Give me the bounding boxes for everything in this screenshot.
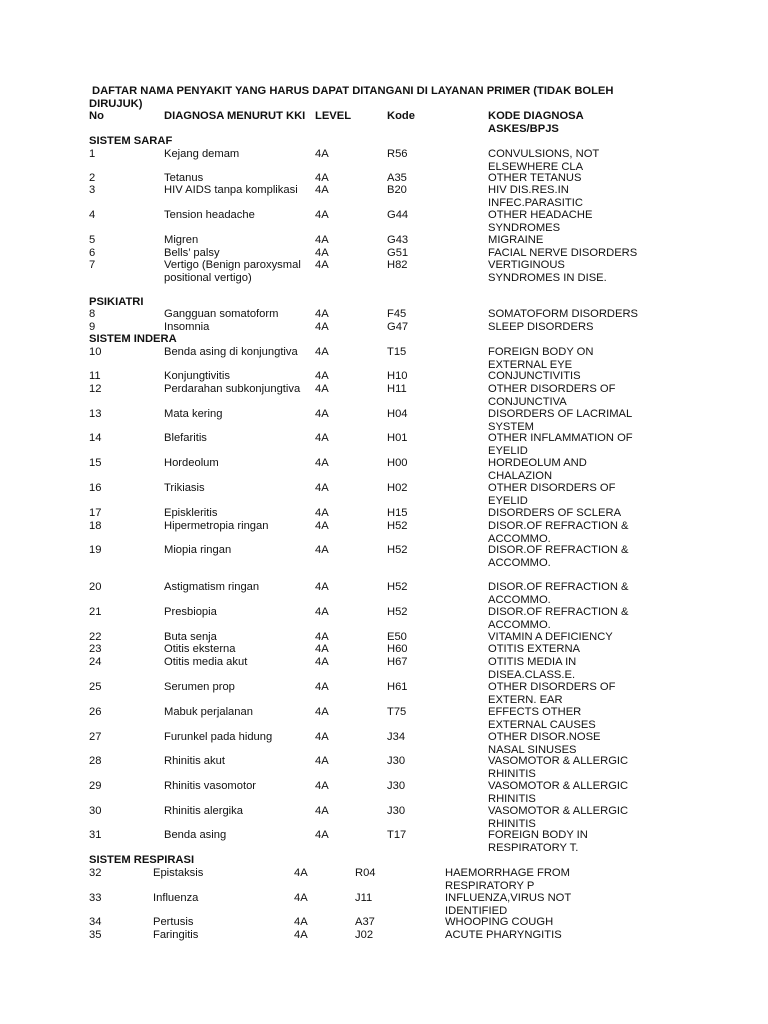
diagnosis-name: Otitis eksterna	[164, 643, 236, 655]
icd-description: DISOR.OF REFRACTION & ACCOMMO.	[488, 581, 629, 606]
icd-code: T75	[387, 706, 407, 718]
header-diagnosa: DIAGNOSA MENURUT KKI	[164, 110, 306, 122]
diagnosis-name: Benda asing	[164, 829, 227, 841]
row-number: 14	[89, 432, 102, 444]
competency-level: 4A	[315, 184, 329, 196]
competency-level: 4A	[315, 408, 329, 420]
competency-level: 4A	[315, 755, 329, 767]
icd-code: E50	[387, 631, 407, 643]
row-number: 22	[89, 631, 102, 643]
competency-level: 4A	[315, 234, 329, 246]
competency-level: 4A	[315, 321, 329, 333]
diagnosis-name: Perdarahan subkonjungtiva	[164, 383, 301, 395]
row-number: 28	[89, 755, 102, 767]
diagnosis-name: Presbiopia	[164, 606, 217, 618]
icd-code: H67	[387, 656, 408, 668]
icd-description: CONVULSIONS, NOT ELSEWHERE CLA	[488, 148, 600, 173]
competency-level: 4A	[294, 929, 308, 941]
header-no: No	[89, 110, 104, 122]
row-number: 17	[89, 507, 102, 519]
row-number: 12	[89, 383, 102, 395]
diagnosis-name: Furunkel pada hidung	[164, 731, 273, 743]
icd-code: J30	[387, 805, 406, 817]
icd-description: SOMATOFORM DISORDERS	[488, 308, 639, 320]
competency-level: 4A	[315, 681, 329, 693]
row-number: 15	[89, 457, 102, 469]
row-number: 1	[89, 148, 96, 160]
icd-description: DISORDERS OF LACRIMAL SYSTEM	[488, 408, 632, 433]
icd-code: J34	[387, 731, 406, 743]
icd-code: H02	[387, 482, 408, 494]
row-number: 27	[89, 731, 102, 743]
row-number: 23	[89, 643, 102, 655]
icd-code: H52	[387, 544, 408, 556]
diagnosis-name: Tension headache	[164, 209, 255, 221]
row-number: 16	[89, 482, 102, 494]
diagnosis-name: Serumen prop	[164, 681, 235, 693]
icd-description: DISORDERS OF SCLERA	[488, 507, 622, 519]
icd-description: WHOOPING COUGH	[445, 916, 554, 928]
diagnosis-name: Migren	[164, 234, 199, 246]
diagnosis-name: Vertigo (Benign paroxysmal positional vertigo)	[164, 259, 301, 284]
diagnosis-name: Trikiasis	[164, 482, 205, 494]
row-number: 34	[89, 916, 102, 928]
icd-code: H60	[387, 643, 408, 655]
section-sistem-indera: SISTEM INDERA	[89, 333, 177, 345]
competency-level: 4A	[315, 432, 329, 444]
icd-description: INFLUENZA,VIRUS NOT IDENTIFIED	[445, 892, 571, 917]
row-number: 24	[89, 656, 102, 668]
icd-code: G47	[387, 321, 409, 333]
diagnosis-name: Bells’ palsy	[164, 247, 220, 259]
row-number: 10	[89, 346, 102, 358]
competency-level: 4A	[315, 829, 329, 841]
row-number: 26	[89, 706, 102, 718]
icd-code: J11	[355, 892, 373, 904]
row-number: 7	[89, 259, 96, 271]
diagnosis-name: Epistaksis	[153, 867, 204, 879]
competency-level: 4A	[315, 308, 329, 320]
competency-level: 4A	[315, 805, 329, 817]
icd-code: F45	[387, 308, 407, 320]
icd-code: R04	[355, 867, 376, 879]
icd-description: HIV DIS.RES.IN INFEC.PARASITIC	[488, 184, 583, 209]
icd-code: H52	[387, 606, 408, 618]
row-number: 32	[89, 867, 102, 879]
competency-level: 4A	[315, 383, 329, 395]
competency-level: 4A	[315, 706, 329, 718]
diagnosis-name: Blefaritis	[164, 432, 207, 444]
section-psikiatri: PSIKIATRI	[89, 296, 144, 308]
competency-level: 4A	[294, 867, 308, 879]
icd-code: H11	[387, 383, 407, 395]
header-kode-diagnosa: KODE DIAGNOSA ASKES/BPJS	[488, 110, 584, 135]
competency-level: 4A	[315, 172, 329, 184]
diagnosis-name: Insomnia	[164, 321, 210, 333]
icd-description: OTITIS MEDIA IN DISEA.CLASS.E.	[488, 656, 577, 681]
icd-description: VERTIGINOUS SYNDROMES IN DISE.	[488, 259, 607, 284]
icd-code: H52	[387, 520, 408, 532]
icd-description: VITAMIN A DEFICIENCY	[488, 631, 613, 643]
icd-description: OTITIS EXTERNA	[488, 643, 580, 655]
document-title: DAFTAR NAMA PENYAKIT YANG HARUS DAPAT DITANGANI DI LAYANAN PRIMER (TIDAK BOLEH DIRUJUK)	[89, 85, 614, 110]
icd-code: T15	[387, 346, 407, 358]
competency-level: 4A	[294, 892, 308, 904]
competency-level: 4A	[315, 259, 329, 271]
diagnosis-name: Faringitis	[153, 929, 199, 941]
section-sistem-saraf: SISTEM SARAF	[89, 135, 173, 147]
icd-description: HORDEOLUM AND CHALAZION	[488, 457, 587, 482]
diagnosis-name: Influenza	[153, 892, 199, 904]
icd-code: H82	[387, 259, 408, 271]
diagnosis-name: Konjungtivitis	[164, 370, 230, 382]
icd-description: MIGRAINE	[488, 234, 544, 246]
competency-level: 4A	[315, 209, 329, 221]
competency-level: 4A	[315, 643, 329, 655]
competency-level: 4A	[315, 631, 329, 643]
row-number: 4	[89, 209, 96, 221]
icd-description: VASOMOTOR & ALLERGIC RHINITIS	[488, 780, 629, 805]
icd-description: SLEEP DISORDERS	[488, 321, 594, 333]
icd-description: ACUTE PHARYNGITIS	[445, 929, 562, 941]
diagnosis-name: Rhinitis vasomotor	[164, 780, 257, 792]
icd-code: A35	[387, 172, 407, 184]
icd-code: A37	[355, 916, 375, 928]
competency-level: 4A	[315, 520, 329, 532]
competency-level: 4A	[315, 507, 329, 519]
row-number: 20	[89, 581, 102, 593]
row-number: 3	[89, 184, 96, 196]
icd-code: G43	[387, 234, 409, 246]
icd-code: G51	[387, 247, 409, 259]
diagnosis-name: Episkleritis	[164, 507, 218, 519]
competency-level: 4A	[315, 148, 329, 160]
icd-description: OTHER TETANUS	[488, 172, 582, 184]
icd-description: OTHER DISORDERS OF CONJUNCTIVA	[488, 383, 616, 408]
diagnosis-name: Rhinitis alergika	[164, 805, 243, 817]
icd-description: FACIAL NERVE DISORDERS	[488, 247, 638, 259]
competency-level: 4A	[315, 247, 329, 259]
diagnosis-name: Rhinitis akut	[164, 755, 225, 767]
row-number: 33	[89, 892, 102, 904]
row-number: 35	[89, 929, 102, 941]
diagnosis-name: HIV AIDS tanpa komplikasi	[164, 184, 298, 196]
icd-code: R56	[387, 148, 408, 160]
icd-code: H00	[387, 457, 408, 469]
icd-description: OTHER INFLAMMATION OF EYELID	[488, 432, 633, 457]
diagnosis-name: Astigmatism ringan	[164, 581, 260, 593]
competency-level: 4A	[315, 544, 329, 556]
icd-code: H15	[387, 507, 408, 519]
row-number: 19	[89, 544, 102, 556]
competency-level: 4A	[315, 457, 329, 469]
diagnosis-name: Hordeolum	[164, 457, 219, 469]
diagnosis-name: Buta senja	[164, 631, 217, 643]
icd-description: OTHER DISORDERS OF EYELID	[488, 482, 616, 507]
row-number: 2	[89, 172, 96, 184]
icd-description: OTHER DISORDERS OF EXTERN. EAR	[488, 681, 616, 706]
section-sistem-respirasi: SISTEM RESPIRASI	[89, 854, 195, 866]
icd-description: VASOMOTOR & ALLERGIC RHINITIS	[488, 755, 629, 780]
diagnosis-name: Mabuk perjalanan	[164, 706, 253, 718]
row-number: 5	[89, 234, 96, 246]
icd-code: J30	[387, 780, 406, 792]
icd-code: H52	[387, 581, 408, 593]
row-number: 21	[89, 606, 102, 618]
icd-code: G44	[387, 209, 409, 221]
row-number: 13	[89, 408, 102, 420]
icd-description: FOREIGN BODY ON EXTERNAL EYE	[488, 346, 594, 371]
icd-code: J02	[355, 929, 374, 941]
header-kode: Kode	[387, 110, 415, 122]
diagnosis-name: Pertusis	[153, 916, 194, 928]
icd-description: FOREIGN BODY IN RESPIRATORY T.	[488, 829, 588, 854]
icd-code: H61	[387, 681, 408, 693]
header-level: LEVEL	[315, 110, 352, 122]
row-number: 29	[89, 780, 102, 792]
diagnosis-name: Gangguan somatoform	[164, 308, 279, 320]
diagnosis-name: Tetanus	[164, 172, 204, 184]
diagnosis-name: Benda asing di konjungtiva	[164, 346, 298, 358]
icd-description: DISOR.OF REFRACTION & ACCOMMO.	[488, 520, 629, 545]
icd-code: H10	[387, 370, 408, 382]
icd-code: B20	[387, 184, 407, 196]
icd-description: DISOR.OF REFRACTION & ACCOMMO.	[488, 606, 629, 631]
icd-code: T17	[387, 829, 407, 841]
icd-code: J30	[387, 755, 406, 767]
row-number: 8	[89, 308, 96, 320]
icd-description: EFFECTS OTHER EXTERNAL CAUSES	[488, 706, 596, 731]
icd-description: OTHER HEADACHE SYNDROMES	[488, 209, 593, 234]
competency-level: 4A	[315, 482, 329, 494]
icd-code: H01	[387, 432, 408, 444]
diagnosis-name: Mata kering	[164, 408, 223, 420]
diagnosis-name: Hipermetropia ringan	[164, 520, 269, 532]
competency-level: 4A	[315, 731, 329, 743]
diagnosis-name: Otitis media akut	[164, 656, 248, 668]
row-number: 25	[89, 681, 102, 693]
diagnosis-name: Miopia ringan	[164, 544, 232, 556]
competency-level: 4A	[315, 606, 329, 618]
diagnosis-name: Kejang demam	[164, 148, 240, 160]
competency-level: 4A	[315, 656, 329, 668]
icd-code: H04	[387, 408, 408, 420]
icd-description: OTHER DISOR.NOSE NASAL SINUSES	[488, 731, 601, 756]
icd-description: CONJUNCTIVITIS	[488, 370, 581, 382]
row-number: 11	[89, 370, 101, 382]
competency-level: 4A	[315, 581, 329, 593]
row-number: 18	[89, 520, 102, 532]
competency-level: 4A	[315, 370, 329, 382]
icd-description: VASOMOTOR & ALLERGIC RHINITIS	[488, 805, 629, 830]
competency-level: 4A	[294, 916, 308, 928]
icd-description: DISOR.OF REFRACTION & ACCOMMO.	[488, 544, 629, 569]
row-number: 6	[89, 247, 96, 259]
row-number: 30	[89, 805, 102, 817]
row-number: 9	[89, 321, 96, 333]
icd-description: HAEMORRHAGE FROM RESPIRATORY P	[445, 867, 570, 892]
competency-level: 4A	[315, 346, 329, 358]
row-number: 31	[89, 829, 102, 841]
competency-level: 4A	[315, 780, 329, 792]
